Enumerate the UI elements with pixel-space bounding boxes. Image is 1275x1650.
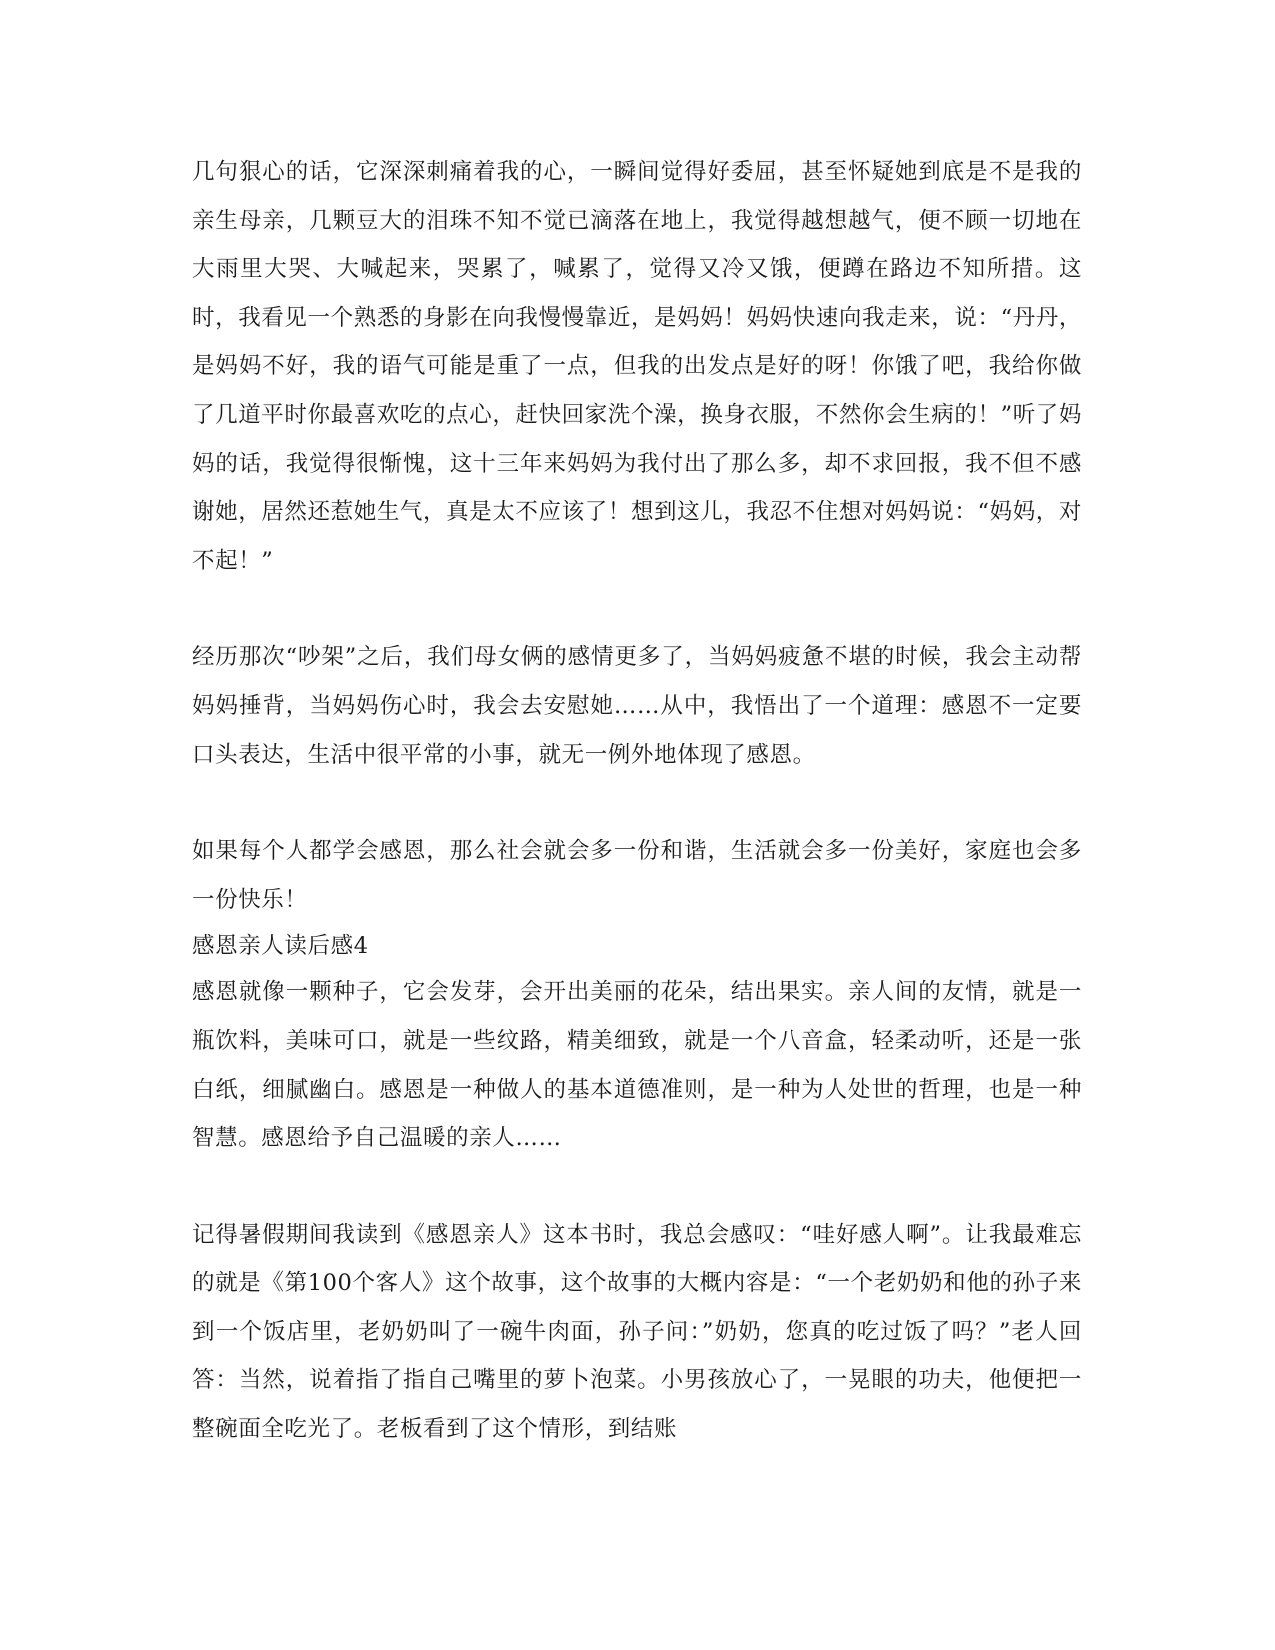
paragraph-gratitude-seed: 感恩就像一颗种子，它会发芽，会开出美丽的花朵，结出果实。亲人间的友情，就是一瓶饮料，美味可口，就是一些纹路，精美细致，就是一个八音盒，轻柔动听，还是一张白纸，细腻幽白。感恩是一种做人的基本道德准则，是一种为人处世的哲理，也是一种智慧。感恩给予自己温暖的亲人…… bbox=[192, 979, 1082, 1152]
section-heading: 感恩亲人读后感4 bbox=[192, 933, 369, 960]
paragraph-mother-apology: 几句狠心的话，它深深刺痛着我的心，一瞬间觉得好委屈，甚至怀疑她到底是不是我的亲生母亲，几颗豆大的泪珠不知不觉已滴落在地上，我觉得越想越气，便不顾一切地在大雨里大哭、大喊起来，哭累了，喊累了，觉得又冷又饿，便蹲在路边不知所措。这时，我看见一个熟悉的身影在向我慢慢靠近，是妈妈！妈妈快速向我走来，说：“丹丹，是妈妈不好，我的语气可能是重了一点，但我的出发点是好的呀！你饿了吧，我给你做了几道平时你最喜欢吃的点心，赶快回家洗个澡，换身衣服，不然你会生病的！”听了妈妈的话，我觉得很惭愧，这十三年来妈妈为我付出了那么多，却不求回报，我不但不感谢她，居然还惹她生气，真是太不应该了！想到这儿，我忍不住想对妈妈说：“妈妈，对不起！” bbox=[192, 159, 1082, 574]
paragraph-summer-reading: 记得暑假期间我读到《感恩亲人》这本书时，我总会感叹：“哇好感人啊”。让我最难忘的就是《第100个客人》这个故事，这个故事的大概内容是：“一个老奶奶和他的孙子来到一个饭店里，老奶奶叫了一碗牛肉面，孙子问：”奶奶，您真的吃过饭了吗？”老人回答：当然，说着指了指自己嘴里的萝卜泡菜。小男孩放心了，一晃眼的功夫，他便把一整碗面全吃光了。老板看到了这个情形，到结账 bbox=[192, 1221, 1082, 1443]
paragraph-spacer bbox=[192, 779, 1082, 827]
paragraph-spacer bbox=[192, 585, 1082, 633]
paragraph-after-quarrel: 经历那次“吵架”之后，我们母女俩的感情更多了，当妈妈疲惫不堪的时候，我会主动帮妈妈捶背，当妈妈伤心时，我会去安慰她……从中，我悟出了一个道理：感恩不一定要口头表达，生活中很平常的小事，就无一例外地体现了感恩。 bbox=[192, 644, 1082, 768]
paragraph-spacer bbox=[192, 1163, 1082, 1211]
paragraph-gratitude-society: 如果每个人都学会感恩，那么社会就会多一份和谐，生活就会多一份美好，家庭也会多一份快乐！ bbox=[192, 838, 1082, 913]
document-body bbox=[192, 148, 1082, 1454]
